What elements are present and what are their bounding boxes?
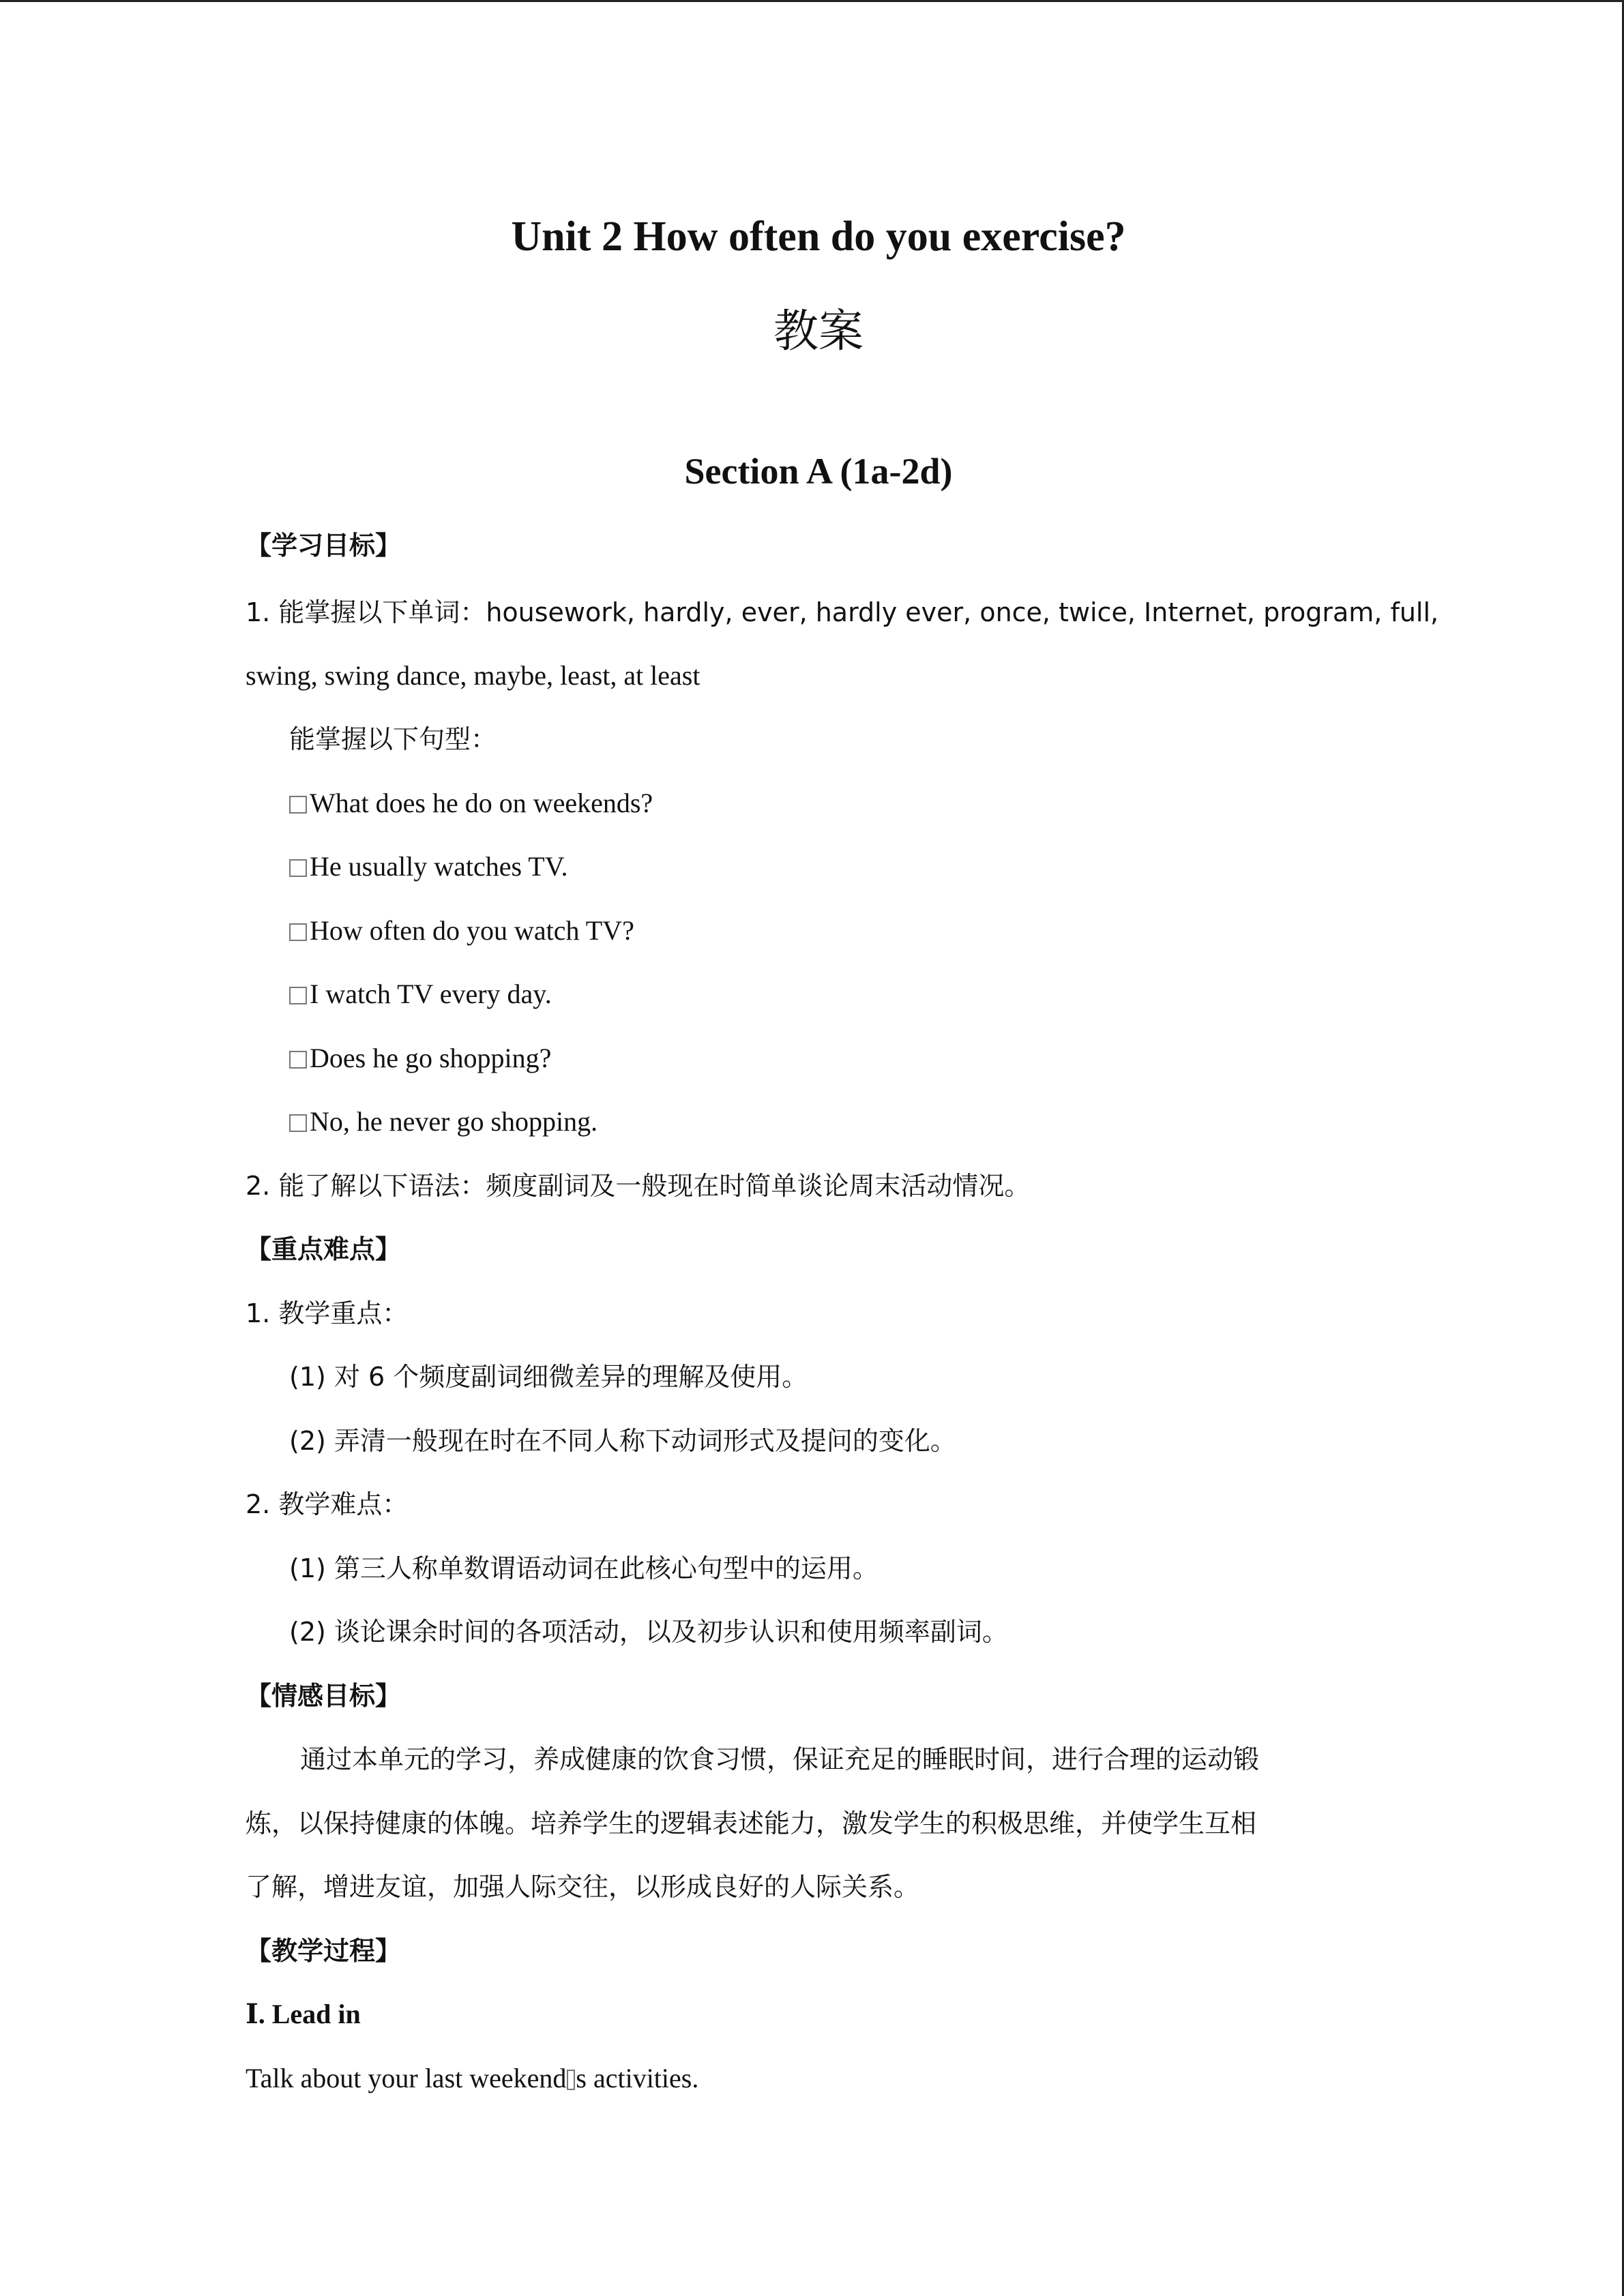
section-title: Section A (1a-2d) [684, 451, 953, 492]
emotional-goals-heading: 【情感目标】 [246, 1681, 402, 1711]
missing-glyph-box [567, 2070, 575, 2090]
focus-item: (2) 弄清一般现在时在不同人称下动词形式及提问的变化。 [289, 1426, 956, 1456]
process-step-text: Talk about your last weekend s activities. [246, 2063, 699, 2093]
emotional-goals-line: 了解，增进友谊，加强人际交往，以形成良好的人际关系。 [246, 1872, 920, 1902]
difficulty-item: (1) 第三人称单数谓语动词在此核心句型中的运用。 [289, 1553, 879, 1583]
checkbox-glyph [289, 923, 307, 941]
sentence-item: He usually watches TV. [289, 848, 567, 886]
checkbox-glyph [289, 859, 307, 877]
checkbox-glyph [289, 796, 307, 814]
focus-label: 1. 教学重点： [246, 1298, 409, 1328]
checkbox-glyph [289, 987, 307, 1004]
top-border [0, 0, 1624, 2]
sentences-label: 能掌握以下句型： [289, 724, 497, 754]
focus-item: (1) 对 6 个频度副词细微差异的理解及使用。 [289, 1362, 808, 1392]
sentence-item: I watch TV every day. [289, 975, 552, 1013]
objectives-item2: 2. 能了解以下语法：频度副词及一般现在时简单谈论周末活动情况。 [246, 1171, 1031, 1201]
sentence-item: What does he do on weekends? [289, 784, 653, 822]
objectives-heading: 【学习目标】 [246, 531, 402, 561]
emotional-goals-line: 炼，以保持健康的体魄。培养学生的逻辑表述能力，激发学生的积极思维，并使学生互相 [246, 1808, 1257, 1838]
sentence-item: No, he never go shopping. [289, 1103, 597, 1141]
key-points-heading: 【重点难点】 [246, 1234, 402, 1264]
checkbox-glyph [289, 1114, 307, 1132]
process-step-title: Ⅰ. Lead in [246, 1999, 361, 2029]
sentence-item: Does he go shopping? [289, 1039, 551, 1077]
checkbox-glyph [289, 1051, 307, 1069]
emotional-goals-line: 通过本单元的学习，养成健康的饮食习惯，保证充足的睡眠时间，进行合理的运动锻 [300, 1744, 1260, 1774]
document-title: Unit 2 How often do you exercise? [511, 213, 1126, 260]
objectives-item1-line2: swing, swing dance, maybe, least, at least [246, 660, 700, 691]
document-subtitle: 教案 [773, 305, 863, 357]
difficulty-item: (2) 谈论课余时间的各项活动，以及初步认识和使用频率副词。 [289, 1617, 1008, 1647]
sentence-item: How often do you watch TV? [289, 912, 634, 950]
difficulty-label: 2. 教学难点： [246, 1489, 409, 1519]
process-heading: 【教学过程】 [246, 1936, 402, 1966]
objectives-item1-line1: 1. 能掌握以下单词：housework, hardly, ever, hardly ever, once, twice, Internet, program, full, [246, 597, 1439, 627]
